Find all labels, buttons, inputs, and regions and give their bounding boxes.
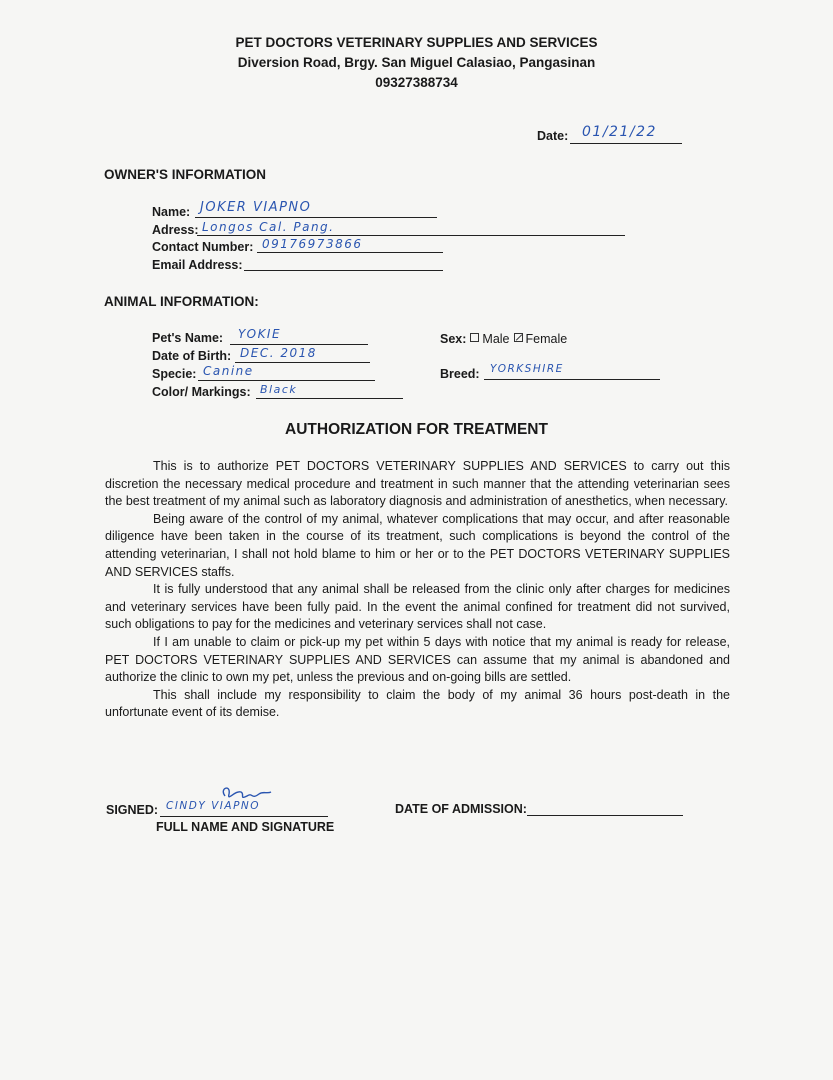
sex-field	[440, 330, 567, 348]
signature-caption: FULL NAME AND SIGNATURE	[156, 820, 335, 834]
specie-value: Canine	[203, 364, 254, 378]
female-checkbox	[514, 333, 523, 342]
owner-email-label: Email Address:	[152, 258, 243, 272]
color-value: Black	[260, 383, 298, 396]
dob-value: DEC. 2018	[240, 346, 317, 360]
company-name: PET DOCTORS VETERINARY SUPPLIES AND SERVICES	[235, 35, 598, 50]
sex-label: Sex:	[440, 332, 467, 346]
animal-heading: ANIMAL INFORMATION:	[104, 294, 259, 309]
pet-name-value: YOKIE	[238, 327, 282, 341]
owner-name-value: JOKER VIAPNO	[200, 200, 312, 215]
company-address: Diversion Road, Brgy. San Miguel Calasiao, Pangasinan	[237, 55, 596, 70]
signed-line	[160, 816, 328, 817]
male-option-label: Male	[482, 332, 510, 346]
owner-contact-value: 09176973866	[262, 237, 363, 251]
color-label: Color/ Markings:	[152, 385, 251, 399]
male-checkbox	[470, 333, 479, 342]
dob-label: Date of Birth:	[152, 349, 232, 363]
admission-label: DATE OF ADMISSION:	[395, 802, 527, 816]
specie-label: Specie:	[152, 367, 197, 381]
color-line	[256, 398, 403, 399]
specie-line	[198, 380, 375, 381]
authorization-paragraph: This is to authorize PET DOCTORS VETERINARY SUPPLIES AND SERVICES to carry out this discretion the necessary medical procedure and treatment in such manner that the attending veterinarian sees the best treatment of my animal such as laboratory diagnosis and administration of anesthetics, when necessary.	[105, 459, 730, 509]
authorization-paragraph: Being aware of the control of my animal, whatever complications that may occur, and after reasonable diligence have been taken in the course of its treatment, such complications is beyond the control of the attending veterinarian, I shall not hold blame to him or her or to the PET DOCTORS VETERINARY SUPPLIES AND SERVICES staffs.	[105, 511, 730, 579]
date-label: Date:	[537, 129, 569, 143]
dob-line	[235, 362, 370, 363]
female-option-label: Female	[525, 332, 568, 346]
owner-name-line	[195, 217, 437, 218]
breed-value: YORKSHIRE	[490, 363, 564, 375]
owner-address-label: Adress:	[152, 223, 199, 237]
date-value: 01/21/22	[582, 124, 657, 140]
pet-name-label: Pet's Name:	[152, 331, 224, 345]
signed-name: CINDY VIAPNO	[166, 800, 261, 812]
breed-label: Breed:	[440, 367, 480, 381]
authorization-body	[105, 458, 730, 722]
owner-name-label: Name:	[152, 205, 191, 219]
breed-line	[484, 379, 660, 380]
authorization-paragraph: If I am unable to claim or pick-up my pet within 5 days with notice that my animal is ready for release, PET DOCTORS VETERINARY SUPPLIES AND SERVICES can assume that my animal is abandoned and authorize the clinic to own my pet, unless the previous and on-going bills are settled.	[105, 634, 730, 685]
authorization-paragraph: It is fully understood that any animal shall be released from the clinic only after charges for medicines and veterinary services have been fully paid. In the event the animal confined for treatment did not survived, such obligations to pay for the medicines and veterinary services shall not case.	[105, 582, 730, 632]
date-line	[570, 143, 682, 144]
admission-line	[527, 815, 683, 816]
owner-address-line	[197, 235, 625, 236]
pet-name-line	[230, 344, 368, 345]
authorization-title: AUTHORIZATION FOR TREATMENT	[285, 421, 548, 438]
owner-address-value: Longos Cal. Pang.	[202, 220, 335, 234]
owner-contact-line	[257, 252, 443, 253]
owner-heading: OWNER'S INFORMATION	[104, 167, 266, 182]
signed-label: SIGNED:	[106, 803, 159, 817]
authorization-paragraph: This shall include my responsibility to claim the body of my animal 36 hours post-death in the unfortunate event of its demise.	[105, 687, 730, 720]
company-phone: 09327388734	[375, 75, 458, 90]
owner-contact-label: Contact Number:	[152, 240, 254, 254]
owner-email-line	[244, 270, 443, 271]
